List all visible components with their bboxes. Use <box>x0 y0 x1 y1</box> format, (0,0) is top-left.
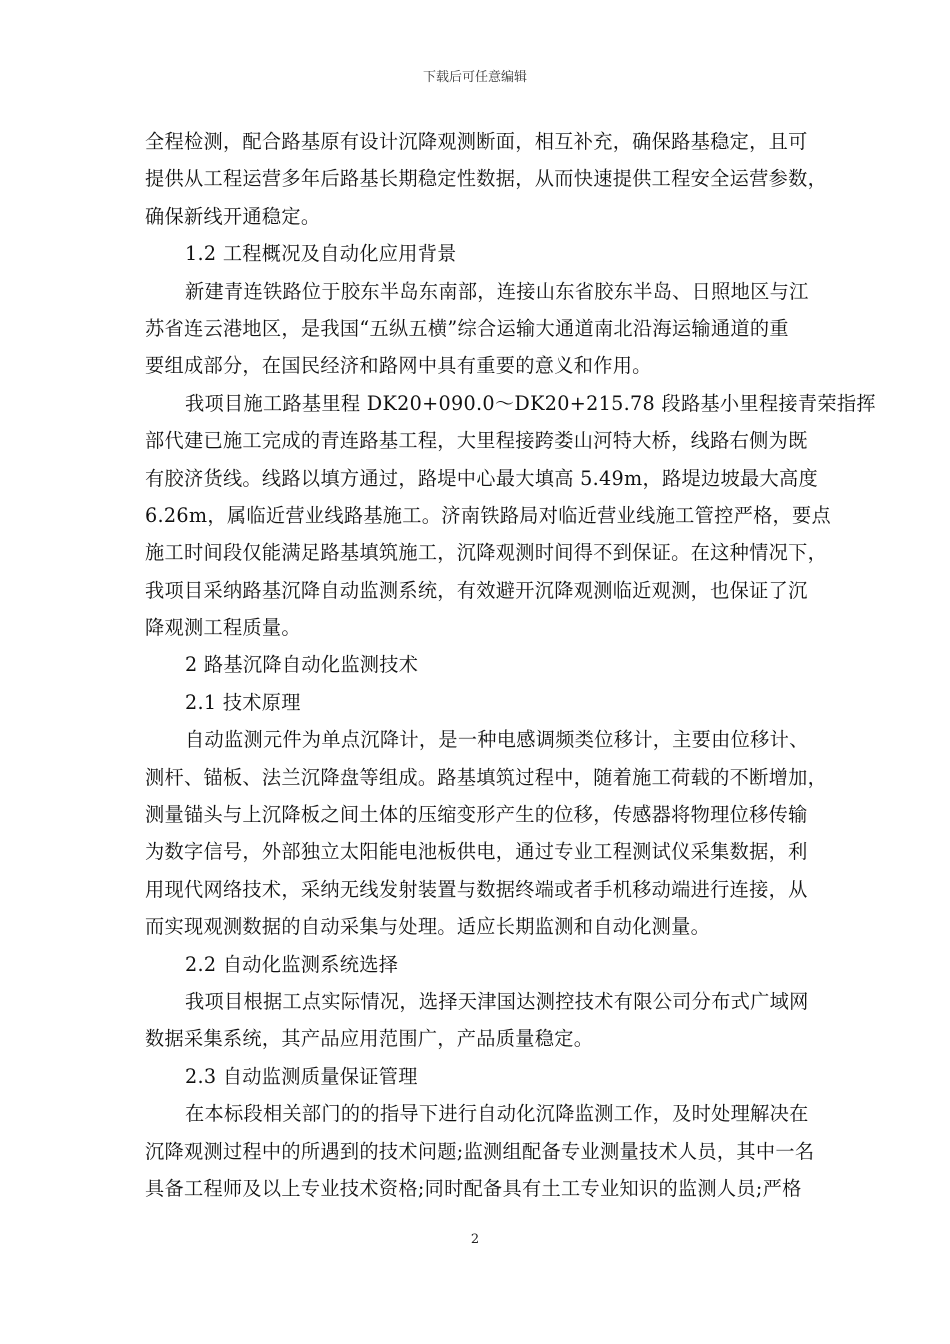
body-line: 全程检测，配合路基原有设计沉降观测断面，相互补充，确保路基稳定，且可 <box>145 130 808 153</box>
paragraph-first-line: 自动监测元件为单点沉降计，是一种电感调频类位移计，主要由位移计、 <box>185 728 809 752</box>
paragraph-first-line: 我项目施工路基里程 DK20+090.0～DK20+215.78 段路基小里程接青荣指挥 <box>185 391 876 415</box>
body-line: 提供从工程运营多年后路基长期稳定性数据，从而快速提供工程安全运营参数， <box>145 167 828 191</box>
body-line: 苏省连云港地区，是我国“五纵五横”综合运输大通道南北沿海运输通道的重 <box>145 316 789 340</box>
section-heading: 2.2 自动化监测系统选择 <box>185 952 399 976</box>
page-header: 下载后可任意编辑 <box>422 70 527 85</box>
body-line: 部代建已施工完成的青连路基工程，大里程接跨娄山河特大桥，线路右侧为既 <box>145 429 808 453</box>
body-line: 施工时间段仅能满足路基填筑施工，沉降观测时间得不到保证。在这种情况下， <box>145 541 828 565</box>
body-line: 具备工程师及以上专业技术资格;同时配备具有土工专业知识的监测人员;严格 <box>145 1176 802 1200</box>
body-line: 测量锚头与上沉降板之间土体的压缩变形产生的位移，传感器将物理位移传输 <box>145 803 808 827</box>
body-line: 我项目采纳路基沉降自动监测系统，有效避开沉降观测临近观测，也保证了沉 <box>145 578 808 602</box>
body-line: 而实现观测数据的自动采集与处理。适应长期监测和自动化测量。 <box>145 915 711 939</box>
body-line: 沉降观测过程中的所遇到的技术问题;监测组配备专业测量技术人员，其中一名 <box>145 1139 815 1163</box>
page-number: 2 <box>470 1232 480 1247</box>
paragraph-first-line: 在本标段相关部门的的指导下进行自动化沉降监测工作，及时处理解决在 <box>185 1102 809 1126</box>
body-line: 要组成部分，在国民经济和路网中具有重要的意义和作用。 <box>145 354 652 378</box>
body-line: 用现代网络技术，采纳无线发射装置与数据终端或者手机移动端进行连接，从 <box>145 877 808 901</box>
body-line: 为数字信号，外部独立太阳能电池板供电，通过专业工程测试仪采集数据，利 <box>145 840 808 864</box>
section-heading: 2.1 技术原理 <box>185 690 301 714</box>
paragraph-first-line: 我项目根据工点实际情况，选择天津国达测控技术有限公司分布式广域网 <box>185 989 809 1013</box>
body-line: 数据采集系统，其产品应用范围广，产品质量稳定。 <box>145 1027 594 1051</box>
body-line: 确保新线开通稳定。 <box>145 204 321 228</box>
section-heading: 2.3 自动监测质量保证管理 <box>185 1064 418 1088</box>
section-heading: 1.2 工程概况及自动化应用背景 <box>185 242 457 266</box>
paragraph-first-line: 新建青连铁路位于胶东半岛东南部，连接山东省胶东半岛、日照地区与江 <box>185 279 809 303</box>
section-heading: 2 路基沉降自动化监测技术 <box>185 653 419 677</box>
document-body <box>145 123 876 1207</box>
body-line: 降观测工程质量。 <box>145 616 301 640</box>
body-line: 有胶济货线。线路以填方通过，路堤中心最大填高 5.49m，路堤边坡最大高度 <box>145 466 818 490</box>
body-line: 测杆、锚板、法兰沉降盘等组成。路基填筑过程中，随着施工荷载的不断增加， <box>145 765 828 789</box>
body-line: 6.26m，属临近营业线路基施工。济南铁路局对临近营业线施工管控严格，要点 <box>145 503 832 527</box>
